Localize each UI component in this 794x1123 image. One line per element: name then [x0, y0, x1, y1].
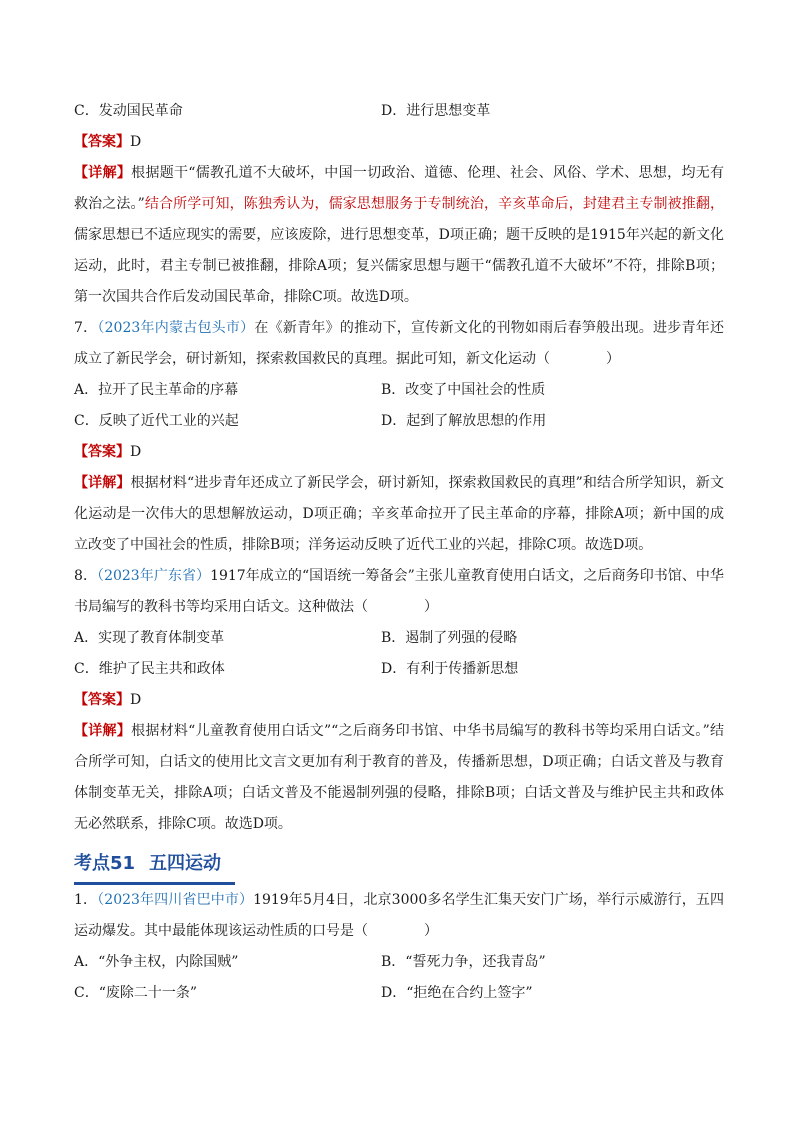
question-source: （2023年广东省） [97, 568, 211, 584]
answer-value: D [130, 444, 142, 460]
section-heading [74, 846, 235, 885]
q8-stem [74, 561, 724, 623]
q7-option-b: B．改变了中国社会的性质 [381, 382, 546, 398]
question-source: （2023年内蒙古包头市） [97, 320, 255, 336]
q8-option-c: C．维护了民主共和政体 [74, 661, 225, 677]
question-number: 8． [74, 568, 98, 584]
q1-option-a: A．“外争主权，内除国贼” [74, 954, 239, 970]
q6-options-row [74, 96, 724, 127]
question-number: 7． [74, 320, 98, 336]
q8-option-b: B．遏制了列强的侵略 [381, 630, 518, 646]
q7-option-c: C．反映了近代工业的兴起 [74, 413, 239, 429]
question-source: （2023年四川省巴中市） [97, 892, 254, 908]
q6-option-d: D．进行思想变革 [381, 103, 491, 119]
section-label: 考点51 [74, 853, 136, 874]
answer-tag: 【答案】 [74, 444, 130, 460]
q1-options-row-1 [74, 947, 724, 978]
q6-detail [74, 158, 724, 313]
q6-answer [74, 127, 724, 158]
section-title: 五四运动 [149, 853, 222, 874]
document-content [74, 96, 724, 1009]
q1-option-c: C．“废除二十一条” [74, 985, 198, 1001]
detail-text: 根据材料“进步青年还成立了新民学会，研讨新知，探索救国救民的真理”和结合所学知识，新文化运动是一次伟大的思想解放运动，D项正确；辛亥革命拉开了民主革命的序幕，排除A项；新中国的成立改变了中国社会的性质，排除B项；洋务运动反映了近代工业的兴起，排除C项。故选D项。 [74, 475, 725, 553]
q7-options-row-2 [74, 406, 724, 437]
detail-tag: 【详解】 [74, 475, 131, 491]
question-text: 1919年5月4日，北京3000多名学生汇集天安门广场，举行示威游行，五四运动爆发。其中最能体现该运动性质的口号是（ ） [74, 892, 724, 939]
q6-detail-part1: 根据题干“儒教孔道不大破坏，中国一切政治、道德、伦理、社会、风俗、学术、思想，均无有救治之法。” [74, 165, 725, 212]
q8-answer [74, 685, 724, 716]
q8-detail [74, 716, 724, 840]
q6-option-c: C．发动国民革命 [74, 103, 183, 119]
q8-options-row-1 [74, 623, 724, 654]
q6-detail-part3: 儒家思想已不适应现实的需要，应该废除，进行思想变革，D项正确；题干反映的是1915年兴起的新文化运动，此时，君主专制已被推翻，排除A项；复兴儒家思想与题干“儒教孔道不大破坏”不符，排除B项；第一次国共合作后发动国民革命，排除C项。故选D项。 [74, 227, 724, 305]
q7-answer [74, 437, 724, 468]
q8-options-row-2 [74, 654, 724, 685]
question-text: 1917年成立的“国语统一筹备会”主张儿童教育使用白话文，之后商务印书馆、中华书局编写的教科书等均采用白话文。这种做法（ ） [74, 568, 724, 615]
detail-tag: 【详解】 [74, 165, 132, 181]
q1-option-d: D．“拒绝在合约上签字” [381, 985, 533, 1001]
detail-text: 根据材料“儿童教育使用白话文”“之后商务印书馆、中华书局编写的教科书等均采用白话文。”结合所学可知，白话文的使用比文言文更加有利于教育的普及，传播新思想，D项正确；白话文普及与教育体制变革无关，排除A项；白话文普及不能遏制列强的侵略，排除B项；白话文普及与维护民主共和政体无必然联系，排除C项。故选D项。 [74, 723, 724, 832]
question-number: 1． [74, 892, 98, 908]
q8-option-d: D．有利于传播新思想 [381, 661, 519, 677]
q1-options-row-2 [74, 978, 724, 1009]
answer-value: D [130, 134, 142, 150]
answer-tag: 【答案】 [74, 134, 130, 150]
q1-stem [74, 885, 724, 947]
answer-tag: 【答案】 [74, 692, 130, 708]
q7-options-row-1 [74, 375, 724, 406]
q7-option-a: A．拉开了民主革命的序幕 [74, 382, 239, 398]
q8-option-a: A．实现了教育体制变革 [74, 630, 225, 646]
answer-value: D [130, 692, 142, 708]
q1-option-b: B．“誓死力争，还我青岛” [381, 954, 546, 970]
detail-tag: 【详解】 [74, 723, 132, 739]
q6-detail-part2: 结合所学可知，陈独秀认为，儒家思想服务于专制统治，辛亥革命后，封建君主专制被推翻， [144, 196, 724, 212]
question-text: 在《新青年》的推动下，宣传新文化的刊物如雨后春笋般出现。进步青年还成立了新民学会，研讨新知，探索救国救民的真理。据此可知，新文化运动（ ） [74, 320, 724, 367]
q7-stem [74, 313, 724, 375]
q7-detail [74, 468, 724, 561]
q7-option-d: D．起到了解放思想的作用 [381, 413, 547, 429]
